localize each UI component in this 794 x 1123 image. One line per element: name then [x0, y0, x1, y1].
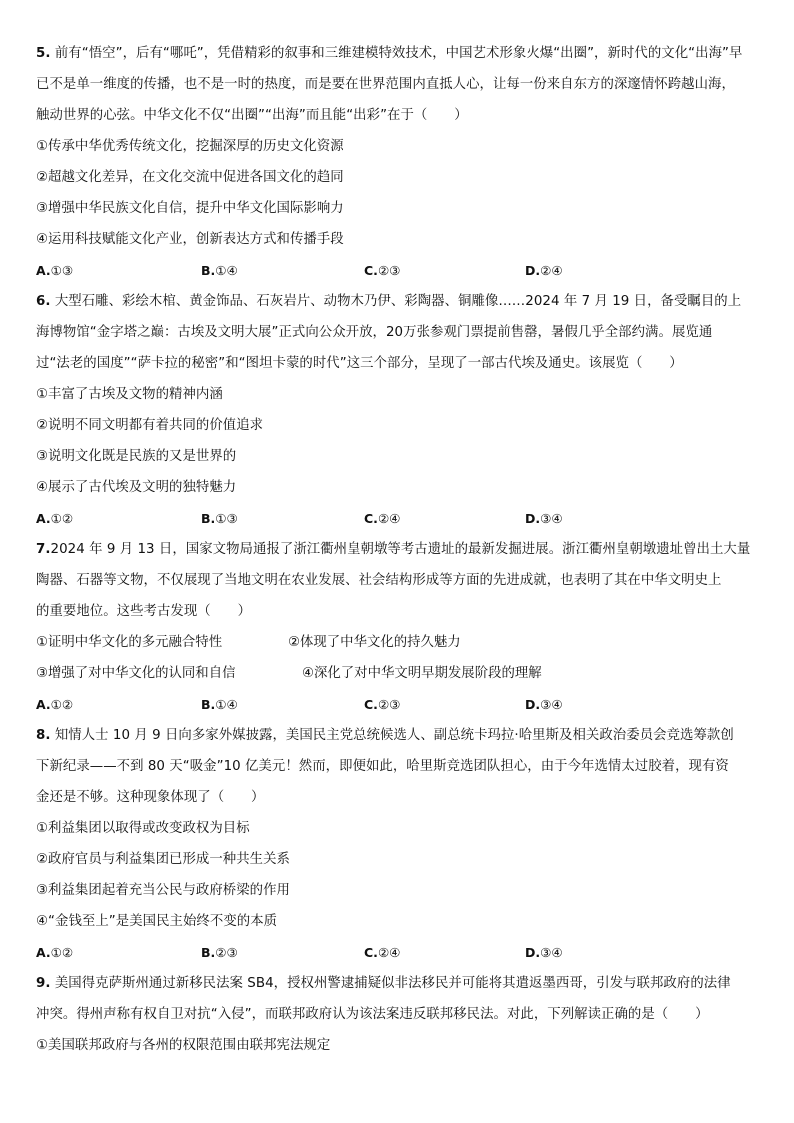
question-stem-line: 7.2024 年 9 月 13 日，国家文物局通报了浙江衢州皇朝墩等考古遗址的最新发掘进展。浙江衢州皇朝墩遗址曾出土大量: [36, 542, 751, 557]
option-d[interactable]: D.③④: [525, 511, 563, 526]
question-stem-line: 8. 知情人士 10 月 9 日向多家外媒披露，美国民主党总统候选人、副总统卡玛拉·哈里斯及相关政治委员会竞选筹款创: [36, 728, 734, 743]
statement-item: ③增强了对中华文化的认同和自信: [36, 666, 236, 681]
question-stem-line: 9. 美国得克萨斯州通过新移民法案 SB4，授权州警逮捕疑似非法移民并可能将其遣返墨西哥，引发与联邦政府的法律: [36, 976, 731, 991]
statement-item: ④“金钱至上”是美国民主始终不变的本质: [36, 914, 278, 929]
question-stem-line: 的重要地位。这些考古发现（ ）: [36, 604, 252, 619]
question-stem-line: 金还是不够。这种现象体现了（ ）: [36, 790, 265, 805]
question-stem-line: 已不是单一维度的传播，也不是一时的热度，而是要在世界范围内直抵人心，让每一份来自东方的深邃情怀跨越山海，: [36, 77, 735, 92]
option-a[interactable]: A.①②: [36, 511, 74, 526]
statement-item: ③增强中华民族文化自信，提升中华文化国际影响力: [36, 201, 344, 216]
question-7: [36, 534, 766, 720]
question-5: [36, 38, 766, 286]
question-number: 9.: [36, 976, 51, 991]
option-c[interactable]: C.②③: [364, 697, 401, 712]
option-c[interactable]: C.②④: [364, 945, 401, 960]
statement-item: ④展示了古代埃及文明的独特魅力: [36, 480, 237, 495]
statement-item: ④深化了对中华文明早期发展阶段的理解: [302, 666, 542, 681]
question-stem-line: 陶器、石器等文物，不仅展现了当地文明在农业发展、社会结构形成等方面的先进成就，也表明了其在中华文明史上: [36, 573, 722, 588]
question-stem-line: 过“法老的国度”“萨卡拉的秘密”和“图坦卡蒙的时代”这三个部分，呈现了一部古代埃及通史。该展览（ ）: [36, 356, 683, 371]
option-d[interactable]: D.②④: [525, 263, 563, 278]
option-d[interactable]: D.③④: [525, 697, 563, 712]
statement-item: ②超越文化差异，在文化交流中促进各国文化的趋同: [36, 170, 344, 185]
option-b[interactable]: B.①③: [201, 511, 238, 526]
statement-item: ③说明文化既是民族的又是世界的: [36, 449, 237, 464]
answer-options: [36, 503, 766, 534]
statement-item: ③利益集团起着充当公民与政府桥梁的作用: [36, 883, 290, 898]
option-a[interactable]: A.①②: [36, 945, 74, 960]
statement-pair: [36, 658, 766, 689]
answer-options: [36, 255, 766, 286]
option-a[interactable]: A.①③: [36, 263, 74, 278]
statement-item: ①利益集团以取得或改变政权为目标: [36, 821, 250, 836]
option-d[interactable]: D.③④: [525, 945, 563, 960]
option-a[interactable]: A.①②: [36, 697, 74, 712]
option-c[interactable]: C.②③: [364, 263, 401, 278]
answer-options: [36, 937, 766, 968]
question-number: 5.: [36, 46, 51, 61]
question-stem-line: 6. 大型石雕、彩绘木棺、黄金饰品、石灰岩片、动物木乃伊、彩陶器、铜雕像……2024 年 7 月 19 日，备受瞩目的上: [36, 294, 742, 309]
question-9: [36, 968, 766, 1061]
exam-page: [36, 38, 766, 1061]
question-number: 6.: [36, 294, 51, 309]
statement-item: ①传承中华优秀传统文化，挖掘深厚的历史文化资源: [36, 139, 344, 154]
statement-item: ②体现了中华文化的持久魅力: [288, 635, 461, 650]
option-b[interactable]: B.①④: [201, 697, 238, 712]
statement-pair: [36, 627, 766, 658]
question-stem-line: 下新纪录——不到 80 天“吸金”10 亿美元！然而，即便如此，哈里斯竞选团队担心，由于今年选情太过胶着，现有资: [36, 759, 729, 774]
question-stem-line: 冲突。得州声称有权自卫对抗“入侵”，而联邦政府认为该法案违反联邦移民法。对此，下列解读正确的是（ ）: [36, 1007, 709, 1022]
option-b[interactable]: B.①④: [201, 263, 238, 278]
question-6: [36, 286, 766, 534]
statement-item: ①丰富了古埃及文物的精神内涵: [36, 387, 223, 402]
question-number: 8.: [36, 728, 51, 743]
question-stem-line: 5. 前有“悟空”，后有“哪吒”，凭借精彩的叙事和三维建模特效技术，中国艺术形象火爆“出圈”，新时代的文化“出海”早: [36, 46, 743, 61]
statement-item: ④运用科技赋能文化产业，创新表达方式和传播手段: [36, 232, 344, 247]
question-8: [36, 720, 766, 968]
statement-item: ②政府官员与利益集团已形成一种共生关系: [36, 852, 290, 867]
statement-item: ①证明中华文化的多元融合特性: [36, 635, 223, 650]
question-number: 7.: [36, 542, 51, 557]
option-c[interactable]: C.②④: [364, 511, 401, 526]
question-stem-line: 海博物馆“金字塔之巅：古埃及文明大展”正式向公众开放，20万张参观门票提前售罄，暑假几乎全部约满。展览通: [36, 325, 713, 340]
question-stem-line: 触动世界的心弦。中华文化不仅“出圈”“出海”而且能“出彩”在于（ ）: [36, 108, 468, 123]
statement-item: ②说明不同文明都有着共同的价值追求: [36, 418, 264, 433]
answer-options: [36, 689, 766, 720]
statement-item: ①美国联邦政府与各州的权限范围由联邦宪法规定: [36, 1038, 331, 1053]
option-b[interactable]: B.②③: [201, 945, 238, 960]
